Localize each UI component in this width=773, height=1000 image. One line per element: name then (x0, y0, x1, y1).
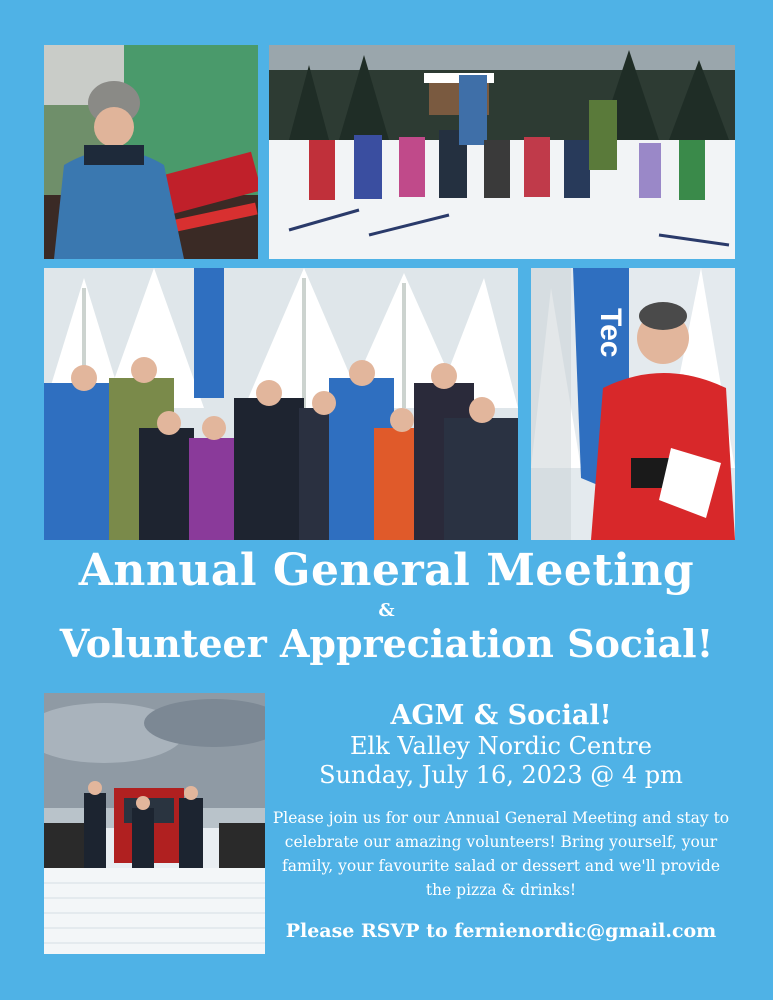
photo-group-snowy-forest (44, 268, 518, 540)
event-info (268, 700, 734, 942)
title-annual-general-meeting: Annual General Meeting (78, 545, 695, 596)
photo-kids-ski-lesson (269, 45, 735, 259)
photo-groomer-crew (44, 693, 265, 954)
event-datetime: Sunday, July 16, 2023 @ 4 pm (319, 761, 683, 789)
photo-ski-waxing (44, 45, 258, 259)
event-heading: AGM & Social! (390, 700, 612, 731)
event-description: Please join us for our Annual General Meeting and stay to celebrate our amazing volunteers! Bring yourself, your family, your favourite salad or dessert and we'll provide the pizza & drinks! (272, 809, 730, 899)
title-volunteer-social: Volunteer Appreciation Social! (59, 621, 714, 666)
rsvp-line: Please RSVP to fernienordic@gmail.com (285, 920, 717, 942)
title-ampersand: & (378, 600, 395, 621)
banner-text: Tec (594, 308, 627, 358)
event-venue: Elk Valley Nordic Centre (350, 732, 652, 760)
photo-presenter-red-jacket (531, 268, 735, 540)
